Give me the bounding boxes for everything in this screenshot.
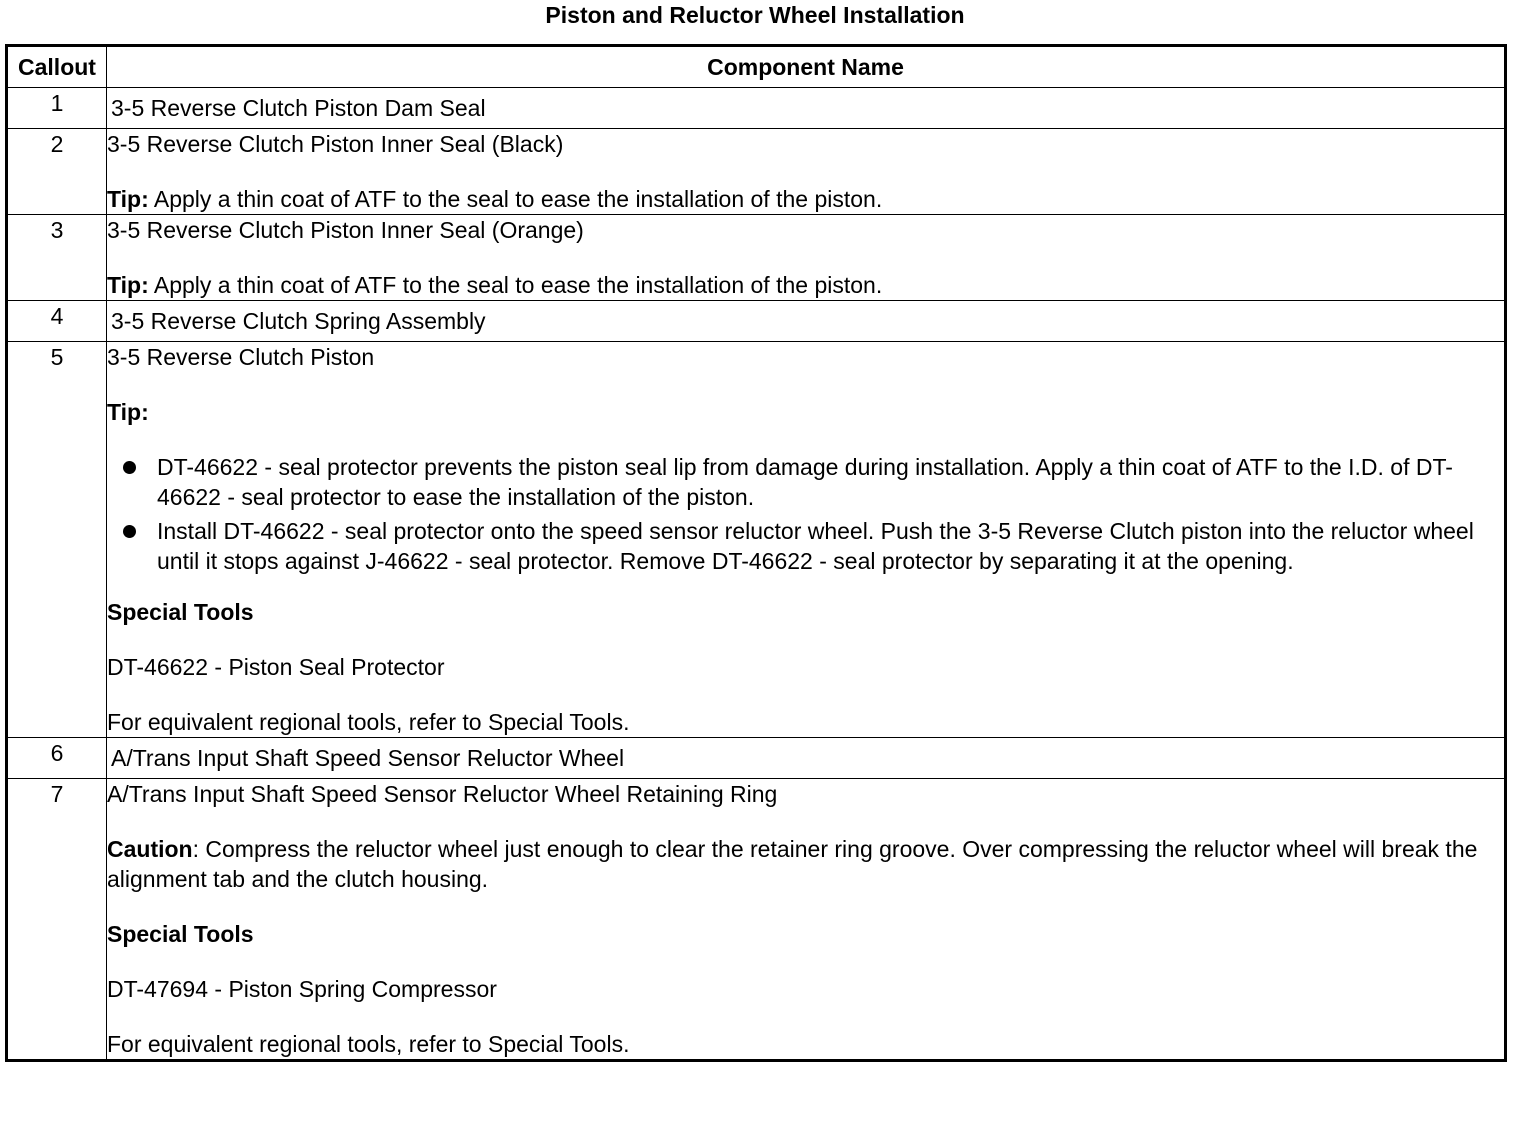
equivalent-tools-note: For equivalent regional tools, refer to Special Tools.	[107, 1031, 630, 1057]
table-header-row	[7, 46, 1506, 88]
table-row	[7, 342, 1506, 738]
tip-note	[107, 184, 1504, 214]
caution-label: Caution	[107, 836, 193, 862]
special-tools-heading: Special Tools	[107, 921, 254, 947]
component-name: A/Trans Input Shaft Speed Sensor Reluctor Wheel Retaining Ring	[107, 781, 778, 807]
table-row	[7, 779, 1506, 1061]
callout-column-header: Callout	[7, 46, 107, 88]
callout-number: 2	[7, 129, 107, 215]
table-row	[7, 301, 1506, 342]
callout-number: 3	[7, 215, 107, 301]
component-name: 3-5 Reverse Clutch Piston	[107, 344, 375, 370]
component-cell	[107, 301, 1506, 342]
component-name: 3-5 Reverse Clutch Piston Dam Seal	[111, 95, 486, 121]
caution-text: : Compress the reluctor wheel just enough to clear the retainer ring groove. Over compressing the reluctor wheel will break the alignment tab and the clutch housing.	[107, 836, 1478, 892]
special-tool-item: DT-47694 - Piston Spring Compressor	[107, 976, 497, 1002]
special-tools-heading: Special Tools	[107, 599, 254, 625]
component-cell	[107, 88, 1506, 129]
tip-text: Apply a thin coat of ATF to the seal to ease the installation of the piston.	[148, 272, 883, 298]
table-row	[7, 738, 1506, 779]
component-cell	[107, 215, 1506, 301]
component-name: A/Trans Input Shaft Speed Sensor Reluctor Wheel	[111, 745, 625, 771]
component-cell	[107, 129, 1506, 215]
list-item	[157, 452, 1504, 512]
table-row	[7, 129, 1506, 215]
component-cell	[107, 779, 1506, 1061]
bullet-text: Install DT-46622 - seal protector onto the speed sensor reluctor wheel. Push the 3-5 Reverse Clutch piston into the reluctor wheel until it stops against J-46622 - seal protector. Remove DT-46622 - seal protector by separating it at the opening.	[157, 518, 1474, 574]
bullet-icon	[123, 525, 136, 538]
list-item	[157, 516, 1504, 576]
callout-number: 7	[7, 779, 107, 1061]
component-table	[5, 44, 1507, 1062]
callout-number: 6	[7, 738, 107, 779]
bullet-icon	[123, 461, 136, 474]
bullet-text: DT-46622 - seal protector prevents the piston seal lip from damage during installation. Apply a thin coat of ATF to the I.D. of DT-46622 - seal protector to ease the installation of the piston.	[157, 454, 1453, 510]
special-tool-item: DT-46622 - Piston Seal Protector	[107, 654, 445, 680]
callout-number: 1	[7, 88, 107, 129]
callout-number: 4	[7, 301, 107, 342]
table-row	[7, 88, 1506, 129]
equivalent-tools-note: For equivalent regional tools, refer to Special Tools.	[107, 709, 630, 735]
component-cell	[107, 342, 1506, 738]
tip-note	[107, 270, 1504, 300]
table-row	[7, 215, 1506, 301]
component-cell	[107, 738, 1506, 779]
callout-number: 5	[7, 342, 107, 738]
caution-note	[107, 834, 1504, 894]
tip-label: Tip:	[107, 399, 149, 425]
tip-label: Tip:	[107, 272, 149, 298]
component-column-header: Component Name	[107, 46, 1506, 88]
page-title: Piston and Reluctor Wheel Installation	[545, 2, 965, 28]
tip-text: Apply a thin coat of ATF to the seal to ease the installation of the piston.	[148, 186, 883, 212]
component-name: 3-5 Reverse Clutch Piston Inner Seal (Black)	[107, 131, 564, 157]
tip-bullet-list	[107, 452, 1504, 576]
tip-label: Tip:	[107, 186, 149, 212]
component-name: 3-5 Reverse Clutch Piston Inner Seal (Orange)	[107, 217, 584, 243]
component-name: 3-5 Reverse Clutch Spring Assembly	[111, 308, 486, 334]
